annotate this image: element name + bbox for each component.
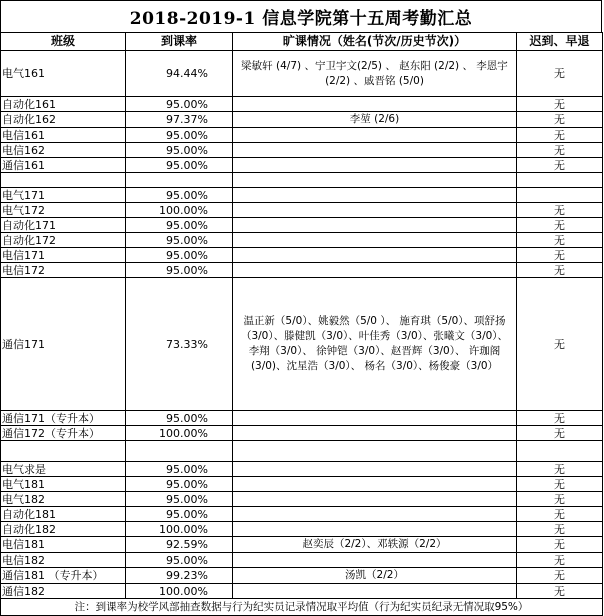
absence-cell [233,158,517,173]
class-cell: 电信161 [1,128,126,143]
late-cell [517,188,603,203]
header-late: 迟到、早退 [517,33,603,51]
rate-cell: 95.00% [126,553,233,568]
absence-cell [233,441,517,462]
late-cell: 无 [517,522,603,537]
table-row [1,97,603,112]
class-cell: 电气求是 [1,462,126,477]
sheet-title: 2018-2019-1 信息学院第十五周考勤汇总 [0,0,602,33]
table-row [1,568,603,584]
late-cell: 无 [517,462,603,477]
late-cell: 无 [517,97,603,112]
table-row [1,218,603,233]
late-cell: 无 [517,263,603,278]
class-cell: 电气161 [1,51,126,97]
table-row [1,203,603,218]
late-cell [517,173,603,188]
late-cell: 无 [517,492,603,507]
note-row [1,599,603,616]
absence-cell [233,522,517,537]
absence-cell: 赵奕辰（2/2）、邓轶源（2/2） [233,537,517,553]
table-row [1,158,603,173]
late-cell: 无 [517,203,603,218]
header-row [1,33,603,51]
table-row [1,584,603,599]
absence-cell [233,492,517,507]
table-body [1,51,603,599]
late-cell: 无 [517,411,603,426]
class-cell: 电气182 [1,492,126,507]
rate-cell: 95.00% [126,263,233,278]
table-row [1,263,603,278]
table-row [1,477,603,492]
class-cell: 电信172 [1,263,126,278]
late-cell: 无 [517,426,603,441]
late-cell: 无 [517,568,603,584]
rate-cell [126,173,233,188]
late-cell [517,441,603,462]
table-row [1,553,603,568]
late-cell: 无 [517,51,603,97]
table-row [1,411,603,426]
class-cell: 通信161 [1,158,126,173]
absence-cell [233,173,517,188]
absence-cell [233,584,517,599]
rate-cell: 100.00% [126,203,233,218]
absence-cell [233,477,517,492]
rate-cell: 100.00% [126,584,233,599]
class-cell [1,173,126,188]
table-row [1,143,603,158]
table-row [1,278,603,411]
class-cell: 自动化171 [1,218,126,233]
rate-cell: 95.00% [126,507,233,522]
class-cell: 自动化181 [1,507,126,522]
class-cell: 通信181 （专升本） [1,568,126,584]
late-cell: 无 [517,584,603,599]
table-row [1,492,603,507]
rate-cell [126,441,233,462]
class-cell: 电气181 [1,477,126,492]
class-cell: 自动化172 [1,233,126,248]
absence-cell [233,188,517,203]
class-cell: 电气171 [1,188,126,203]
rate-cell: 99.23% [126,568,233,584]
absence-cell: 温正新（5/0）、姚毅然（5/0 ）、 施育琪（5/0）、项舒扬（3/0）、滕健凯（3/0）、叶佳秀（3/0）、张曦文（3/0）、 李翔（3/0）、 徐钟铠（3/0）、赵晋辉（3/0）、 许珈阁(3/0)、沈星浩（3/0）、 杨名（3/0）、杨俊豪（3/0） [233,278,517,411]
table-row [1,173,603,188]
class-cell: 通信182 [1,584,126,599]
class-cell: 电信171 [1,248,126,263]
table-row [1,112,603,128]
table-row [1,441,603,462]
table-row [1,188,603,203]
rate-cell: 95.00% [126,158,233,173]
class-cell: 通信172（专升本） [1,426,126,441]
late-cell: 无 [517,553,603,568]
rate-cell: 95.00% [126,411,233,426]
late-cell: 无 [517,218,603,233]
rate-cell: 92.59% [126,537,233,553]
class-cell: 自动化162 [1,112,126,128]
absence-cell [233,128,517,143]
class-cell: 通信171（专升本） [1,411,126,426]
late-cell: 无 [517,507,603,522]
absence-cell [233,462,517,477]
table-row [1,507,603,522]
class-cell: 通信171 [1,278,126,411]
header-absence: 旷课情况（姓名(节次/历史节次)） [233,33,517,51]
header-rate: 到课率 [126,33,233,51]
absence-cell [233,263,517,278]
class-cell: 电信162 [1,143,126,158]
footnote: 注：到课率为校学风部抽查数据与行为纪实员记录情况取平均值（行为纪实员纪录无情况取95%） [1,599,603,616]
header-class: 班级 [1,33,126,51]
rate-cell: 100.00% [126,522,233,537]
rate-cell: 73.33% [126,278,233,411]
absence-cell [233,218,517,233]
late-cell: 无 [517,233,603,248]
table-row [1,248,603,263]
late-cell: 无 [517,158,603,173]
table-row [1,522,603,537]
absence-cell [233,411,517,426]
absence-cell [233,507,517,522]
table-row [1,128,603,143]
rate-cell: 95.00% [126,477,233,492]
rate-cell: 95.00% [126,248,233,263]
rate-cell: 100.00% [126,426,233,441]
absence-cell: 梁敏轩 (4/7) 、宁卫宇文(2/5) 、 赵东阳 (2/2) 、 李恩宇 (2/2) 、戚晋铭 (5/0) [233,51,517,97]
late-cell: 无 [517,537,603,553]
rate-cell: 95.00% [126,128,233,143]
absence-cell [233,426,517,441]
absence-cell [233,233,517,248]
late-cell: 无 [517,248,603,263]
class-cell: 自动化182 [1,522,126,537]
table-row [1,537,603,553]
rate-cell: 95.00% [126,218,233,233]
rate-cell: 95.00% [126,233,233,248]
rate-cell: 95.00% [126,97,233,112]
absence-cell: 李堃 (2/6) [233,112,517,128]
class-cell: 自动化161 [1,97,126,112]
absence-cell [233,203,517,218]
late-cell: 无 [517,128,603,143]
late-cell: 无 [517,143,603,158]
attendance-table [0,32,603,616]
rate-cell: 95.00% [126,143,233,158]
class-cell: 电信182 [1,553,126,568]
rate-cell: 97.37% [126,112,233,128]
class-cell [1,441,126,462]
late-cell: 无 [517,112,603,128]
late-cell: 无 [517,477,603,492]
table-row [1,426,603,441]
rate-cell: 94.44% [126,51,233,97]
table-row [1,462,603,477]
absence-cell [233,143,517,158]
late-cell: 无 [517,278,603,411]
absence-cell [233,97,517,112]
rate-cell: 95.00% [126,188,233,203]
rate-cell: 95.00% [126,462,233,477]
class-cell: 电信181 [1,537,126,553]
table-row [1,51,603,97]
absence-cell [233,553,517,568]
rate-cell: 95.00% [126,492,233,507]
table-row [1,233,603,248]
class-cell: 电气172 [1,203,126,218]
absence-cell: 汤凯（2/2） [233,568,517,584]
absence-cell [233,248,517,263]
